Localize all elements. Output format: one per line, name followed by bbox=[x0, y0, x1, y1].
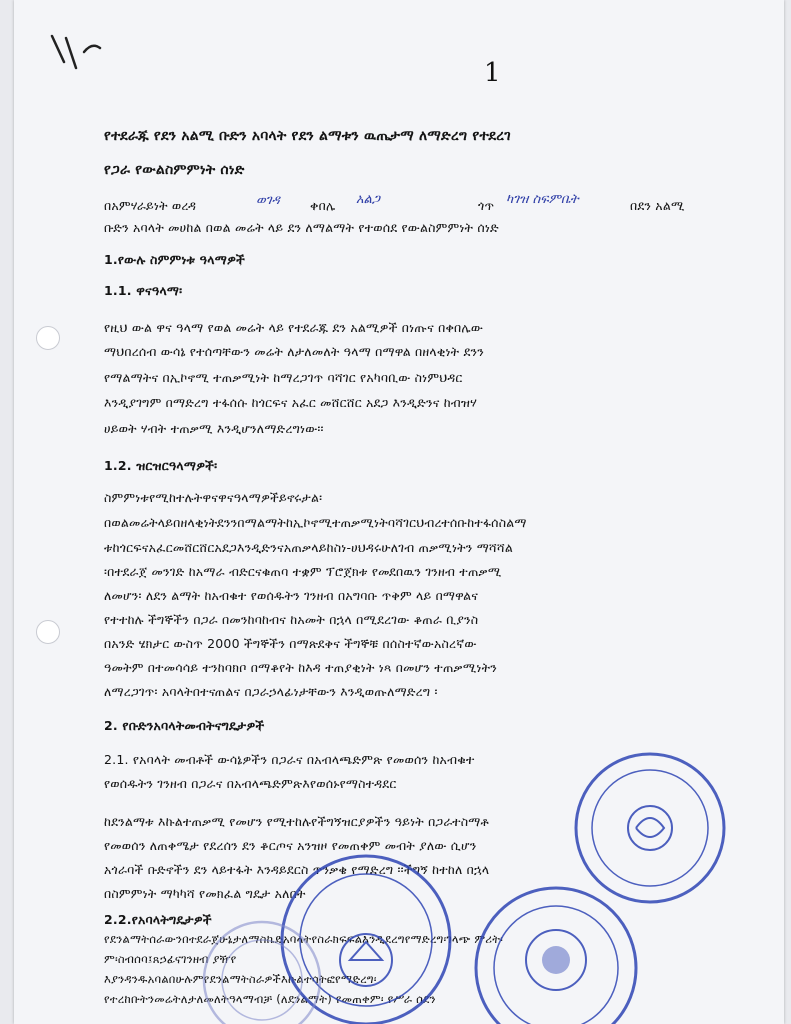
paragraph-line: በወልመሬትላይበዘላቂነትደንንበማልማትከኢኮኖሚተጠቃሚነትባሻገርህብረተሰቡከተፋሰስልማ bbox=[104, 515, 527, 530]
paragraph-line: ዓመትም በተመሳሳይ ተንከባክቦ በማቆየት ከእዳ ተጠያቂነት ነጻ በመሆን ተጠቃሚነትን bbox=[104, 660, 497, 675]
paragraph-line: የተረከቡትንመሬትለታለመለትዓላማብቻ (ለደንልማት) የመጠቀም፡ የሥራ ሰደን bbox=[104, 992, 436, 1006]
section-2-2-heading: 2.2.የአባላትግዴታዎች bbox=[104, 912, 212, 927]
page-number: 1 bbox=[484, 58, 501, 88]
document-title-line-1: የተደራጁ የደን አልሚ ቡድን አባላት የደን ልማቱን ዉጤታማ ለማድረግ የተደረገ bbox=[104, 128, 511, 144]
paragraph-line: አጎራባች ቡድኖችን ደን ላይተፋት እንዳይደርስ ጥንቃቄ የማድረግ ፡፡ችግኝ ከተከለ በኋላ bbox=[104, 862, 490, 877]
paragraph-line: የወሰዱትን ገንዘብ በጋራና በአብላጫድምጽእየወሰኑየማስተዳደር bbox=[104, 776, 397, 791]
handwritten-margin-mark bbox=[44, 28, 104, 83]
paragraph-line: እያንዳንዱአባልበሁሉምየደንልማትስራዎችእኩልተሳትፎየማድረግ፡ bbox=[104, 972, 377, 986]
paragraph-line: 2.1. የአባላት መብቶች ውሳኔዎችን በጋራና በአብላጫድምጽ የመወሰን ከአብቁተ bbox=[104, 752, 475, 767]
intro-got-label: ጎጥ bbox=[478, 198, 495, 213]
paragraph-line: ፡በተደራጀ መንገድ ከአማራ ብድርናቁጠባ ተቋም ፕሮጀክቱ የመደበዉን ገንዘብ ተጠቃሚ bbox=[104, 564, 502, 579]
handwritten-got: ካገዝ ስፍምቤት bbox=[506, 192, 579, 207]
paragraph-line: ስምምነቱየሚከተሉትዋናዋናዓላማዎችይኖሩታል፡ bbox=[104, 490, 323, 505]
paragraph-line: ሀይወት ሃብት ተጠቃሚ እንዲሆንለማድረግነው፡፡ bbox=[104, 421, 324, 436]
paragraph-line: በስምምነት ማካካሻ የመክፈል ግዴታ አለበት bbox=[104, 886, 306, 901]
section-2-heading: 2. የቡድንአባላትመብትናግዴታዎች bbox=[104, 718, 265, 733]
paragraph-line: የደንልማትሰራውንበተደራጀሁኔታለማስኬድአባላትየስራክፍፍልእንዲደረግየማድረግ፡ገላጭ ምሪት፡ bbox=[104, 932, 504, 946]
paragraph-line: ም፡ስብሰባ፤ጸኃፊናገንዘብ ያዥየ bbox=[104, 952, 237, 966]
intro-prefix: በአምሃራይነት ወረዳ bbox=[104, 198, 197, 213]
paragraph-line: ማህበረሰብ ውሳኔ የተሰጣቸውን መሬት ለታለመለት ዓላማ በማዋል በዘላቂነት ደንን bbox=[104, 344, 485, 359]
punch-hole bbox=[36, 326, 60, 350]
paragraph-line: የተተከሉ ችግኞችን በጋራ በመንከባከብና ከአመት በኋላ በሚደረገው ቆጠራ ቢያንስ bbox=[104, 612, 479, 627]
paragraph-line: ለማረጋገጥ፡ አባላትበተናጠልና በጋራኃላፊነታቸውን እንዲወጡለማድረግ ፡ bbox=[104, 684, 438, 699]
paragraph-line: የዚህ ውል ዋና ዓላማ የወል መሬት ላይ የተደራጁ ደን አልሚዎች በነጡና በቀበሌው bbox=[104, 320, 484, 335]
section-1-2-heading: 1.2. ዝርዝርዓላማዎች፡ bbox=[104, 458, 218, 473]
paragraph-line: የመወሰን ለጠቀሜታ የደረሰን ደን ቆርጦና አንዝዞ የመጠቀም መብት ያለው ሲሆን bbox=[104, 838, 477, 853]
intro-kebele-label: ቀበሌ bbox=[310, 198, 336, 213]
section-1-heading: 1.የውሉ ስምምነቱ ዓላማዎች bbox=[104, 252, 246, 267]
punch-hole bbox=[36, 620, 60, 644]
handwritten-kebele: አልጋ bbox=[356, 192, 380, 207]
paragraph-line: እንዲያገግም በማድረግ ተፋሰሱ ከጎርፍና አፈር መሸርሸር አደጋ እንዲድንና ከብዝሃ bbox=[104, 395, 477, 410]
paragraph-line: በአንድ ሄክታር ውስጥ 2000 ችግኞችን በማጽደቅና ችግኞቹ በሰስተኛውአስረኛው bbox=[104, 636, 477, 651]
paragraph-line: ለመሆን፡ ለደን ልማት ከአብቁተ የወሰዱትን ገንዘብ በአግባቡ ጥቅም ላይ በማዋልና bbox=[104, 588, 479, 603]
paragraph-line: የማልማትና በኢኮኖሚ ተጠቃሚነት ከማረጋገጥ ባሻገር የአካባቢው ስነምህዳር bbox=[104, 370, 463, 385]
paragraph-line: ቱከጎርፍናአፈርመሸርሸርአደጋእንዲድንናአጠቃላይከስነ-ሀህዳሩሁለገብ ጠቃሚነትን ማሻሻል bbox=[104, 540, 514, 555]
intro-suffix: በደን አልሚ bbox=[630, 198, 685, 213]
document-title-line-2: የጋራ የውልስምምነት ሰነድ bbox=[104, 162, 245, 178]
handwritten-wereda: ወገዳ bbox=[256, 193, 280, 208]
intro-line-2: ቡድን አባላት መሀከል በወል መሬት ላይ ደን ለማልማት የተወሰደ የውልስምምነት ሰነድ bbox=[104, 220, 499, 235]
paragraph-line: ከደንልማቱ እኩልተጠቃሚ የመሆን የሚተከሉየችግኝዝርያዎችን ዓይነት በጋራተስማቶ bbox=[104, 814, 489, 829]
section-1-1-heading: 1.1. ዋናዓላማ፡ bbox=[104, 283, 183, 298]
